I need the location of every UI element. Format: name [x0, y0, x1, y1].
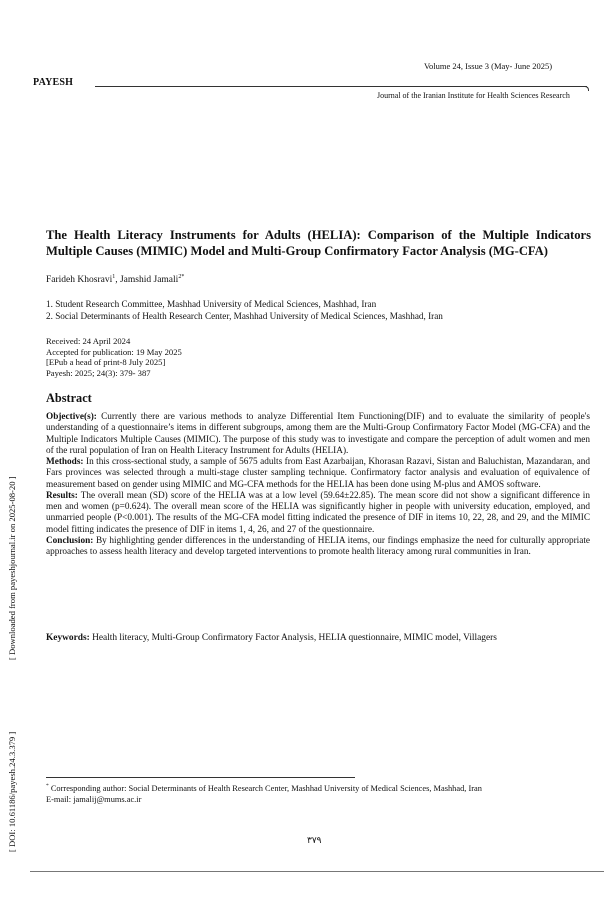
download-watermark: [ Downloaded from payeshjournal.ir on 2025-08-20 ]	[7, 476, 17, 660]
corresponding-author	[46, 781, 576, 794]
keywords-text: Health literacy, Multi-Group Confirmatory Factor Analysis, HELIA questionnaire, MIMIC model, Villagers	[89, 633, 497, 643]
author-separator: ,	[115, 275, 120, 286]
article-title: The Health Literacy Instruments for Adults (HELIA): Comparison of the Multiple Indicators Multiple Causes (MIMIC) Model and Multi-Group Confirmatory Factor Analysis (MG-CFA)	[46, 228, 591, 258]
page-number: ۳۷۹	[307, 835, 322, 845]
author-name: Farideh Khosravi	[46, 275, 113, 286]
methods-text: In this cross-sectional study, a sample of 5675 adults from East Azarbaijan, Khorasan Razavi, Sistan and Baluchistan, Mazandaran, and Fars provinces was selected through a multi-stage cluster sampling technique. Confirmatory factor analysis and evaluation of equivalence of measurement based on gender using MIMIC and MG-CFA methods for the HELIA has been done using M-plus and AMOS software.	[46, 457, 590, 490]
affiliation-1: 1. Student Research Committee, Mashhad University of Medical Sciences, Mashhad, Iran	[46, 299, 377, 309]
author-affiliation-marker: 1	[112, 274, 116, 280]
affiliation-2: 2. Social Determinants of Health Research Center, Mashhad University of Medical Sciences, Mashhad, Iran	[46, 311, 443, 321]
header-divider-tip	[583, 86, 589, 91]
doi-watermark[interactable]: [ DOI: 10.61186/payesh.24.3.379 ]	[7, 731, 17, 852]
header-divider	[95, 86, 587, 87]
corresponding-author-text: Corresponding author: Social Determinants of Health Research Center, Mashhad University of Medical Sciences, Mashhad, Iran	[48, 783, 482, 793]
abstract-heading: Abstract	[46, 391, 92, 405]
accepted-date: Accepted for publication: 19 May 2025	[46, 346, 182, 357]
results-label: Results:	[46, 490, 78, 501]
results-text: The overall mean (SD) score of the HELIA was at a low level (59.64±22.85). The mean score did not show a significant difference in men and women (p=0.624). The overall mean score of the HELIA was significantly higher in people with university education, employed, and unmarried people (P<0.001). The results of the MG-CFA model fitting indicated the presence of DIF in items 10, 22, 28, and 29, and the MIMIC model fitting indicates the presence of DIF in items 1, 4, 26, and 27 of the questionnaire.	[46, 490, 590, 535]
journal-name: PAYESH	[33, 77, 74, 88]
results-paragraph	[46, 491, 590, 536]
keywords	[46, 633, 590, 643]
footnote	[46, 781, 576, 805]
received-date: Received: 24 April 2024	[46, 336, 131, 346]
objective-label: Objective(s):	[46, 412, 97, 422]
author-name: Jamshid Jamali	[119, 275, 179, 286]
publication-dates	[46, 336, 182, 378]
author-list	[46, 274, 184, 285]
citation: Payesh: 2025; 24(3): 379- 387	[46, 367, 151, 378]
page-bottom-edge	[30, 871, 604, 872]
methods-paragraph	[46, 457, 590, 491]
methods-label: Methods:	[46, 457, 84, 467]
keywords-label: Keywords:	[46, 633, 90, 643]
volume-info: Volume 24, Issue 3 (May- June 2025)	[424, 61, 553, 71]
footnote-marker: *	[46, 783, 49, 789]
conclusion-text: By highlighting gender differences in the understanding of HELIA items, our findings emphasize the need for culturally appropriate approaches to assess health literacy and develop targeted interventions to promote health literacy among rural communities in Iran.	[46, 535, 590, 557]
author-email: E-mail: jamalij@mums.ac.ir	[46, 794, 142, 804]
objective-text: Currently there are various methods to analyze Differential Item Functioning(DIF) and to evaluate the similarity of people's understanding of a questionnaire’s items in different subgroups, among them are the Multi-Group Confirmatory Factor Model (MG-CFA) and the Multiple Indicators Multiple Causes (MIMIC). The purpose of this study was to investigate and compare the perception of adult women and men of the rural population of Iran on Health Literacy Instrument for Adults (HELIA).	[46, 412, 590, 456]
abstract-body	[46, 412, 590, 558]
footnote-divider	[46, 777, 355, 778]
conclusion-label: Conclusion:	[46, 535, 94, 546]
author-affiliation-marker: 2*	[178, 274, 185, 280]
epub-date: [EPub a head of print-8 July 2025]	[46, 357, 166, 367]
journal-full-name: Journal of the Iranian Institute for Health Sciences Research	[377, 91, 570, 100]
conclusion-paragraph	[46, 536, 590, 559]
objective-paragraph	[46, 412, 590, 457]
